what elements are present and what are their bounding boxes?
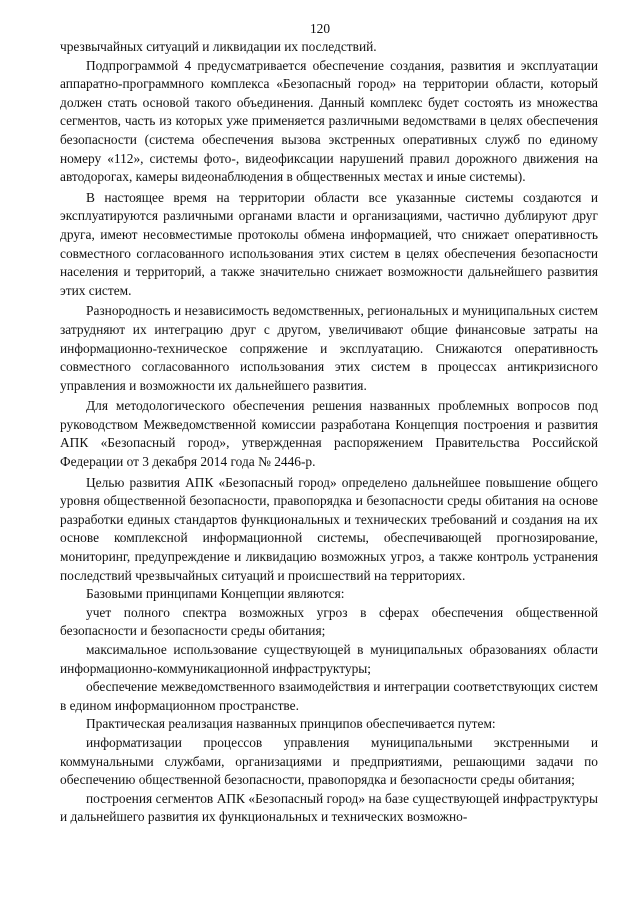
paragraph-continuation: чрезвычайных ситуаций и ликвидации их последствий. <box>60 39 377 54</box>
paragraph-current-systems: В настоящее время на территории области все указанные системы создаются и эксплуатируются различными органами власти и организациями, частично дублируют друг друга, имеют несовместимые протоколы обмена информацией, что снижает оперативность совместного согласованного использования этих систем в целях обеспечения безопасности населения и территорий, а также значительно снижает возможности дальнейшего развития этих систем. <box>60 189 598 298</box>
list-item-principle-3: обеспечение межведомственного взаимодействия и интеграции соответствующих систем в едином информационном пространстве. <box>60 679 598 713</box>
paragraph-subprogram-4: Подпрограммой 4 предусматривается обеспечение создания, развития и эксплуатации аппаратно-программного комплекса «Безопасный город» на территории области, который должен стать основой такого объединения. Данный комплекс будет состоять из множества сегментов, часть из которых уже применяется различными ведомствами в целях обеспечения безопасности (система обеспечения вызова экстренных оперативных служб по единому номеру «112», системы фото-, видеофиксации нарушений правил дорожного движения на автодорогах, камеры видеонаблюдения в общественных местах и иные системы). <box>60 57 598 185</box>
paragraph-goal: Целью развития АПК «Безопасный город» определено дальнейшее повышение общего уровня общественной безопасности, правопорядка и безопасности среды обитания на основе разработки единых стандартов функциональных и технических требований и создания на их основе комплексной информационной системы, обеспечивающей прогнозирование, мониторинг, предупреждение и ликвидацию возможных угроз, а также контроль устранения последствий чрезвычайных ситуаций и происшествий на территориях. <box>60 474 598 583</box>
list-item-principle-2: максимальное использование существующей в муниципальных образованиях области информационно-коммуникационной инфраструктуры; <box>60 642 598 676</box>
list-item-principle-1: учет полного спектра возможных угроз в сферах обеспечения общественной безопасности и безопасности среды обитания; <box>60 604 598 639</box>
list-item-implementation-2: построения сегментов АПК «Безопасный город» на базе существующей инфраструктуры и дальнейшего развития их функциональных и технических возможно- <box>60 790 598 825</box>
body-text <box>60 38 598 827</box>
paragraph-concept: Для методологического обеспечения решения названных проблемных вопросов под руководством Межведомственной комиссии разработана Концепция построения и развития АПК «Безопасный город», утвержденная распоряжением Правительства Российской Федерации от 3 декабря 2014 года № 2446-р. <box>60 398 598 470</box>
list-item-implementation-1: информатизации процессов управления муниципальными экстренными и коммунальными службами, организациями и предприятиями, решающими задачи по обеспечению общественной безопасности, правопорядка и безопасности среды обитания; <box>60 734 598 788</box>
paragraph-heterogeneity: Разнородность и независимость ведомственных, региональных и муниципальных систем затрудняют их интеграцию друг с другом, увеличивают общие финансовые затраты на информационно-техническое сопряжение и эксплуатацию. Снижаются оперативность совместного согласованного использования этих систем в процессах антикризисного управления и возможности их дальнейшего развития. <box>60 303 598 393</box>
page-number: 120 <box>309 21 331 36</box>
paragraph-principles-intro: Базовыми принципами Концепции являются: <box>86 586 345 602</box>
paragraph-implementation-intro: Практическая реализация названных принципов обеспечивается путем: <box>86 716 496 732</box>
